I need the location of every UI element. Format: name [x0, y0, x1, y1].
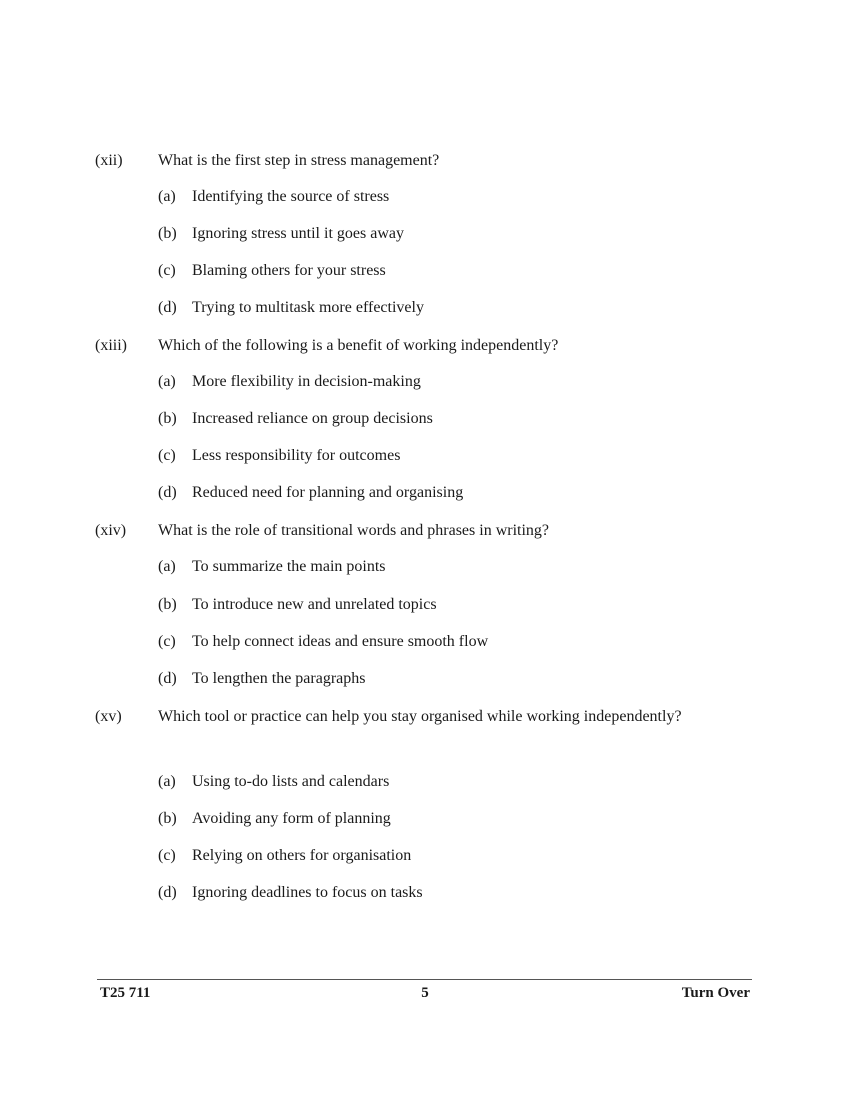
option-letter: (b) — [158, 410, 177, 427]
footer-divider — [97, 979, 752, 980]
question-text: Which of the following is a benefit of working independently? — [158, 337, 559, 354]
option-letter: (d) — [158, 299, 177, 316]
option-letter: (d) — [158, 884, 177, 901]
option-text: Blaming others for your stress — [192, 262, 386, 279]
option-text: To summarize the main points — [192, 558, 386, 575]
option-text: To introduce new and unrelated topics — [192, 596, 437, 613]
option-letter: (c) — [158, 633, 176, 650]
option-text: Relying on others for organisation — [192, 847, 412, 864]
option-text: Increased reliance on group decisions — [192, 410, 433, 427]
option-letter: (b) — [158, 225, 177, 242]
option-letter: (d) — [158, 670, 177, 687]
option-text: To help connect ideas and ensure smooth flow — [192, 633, 489, 650]
paper-code: T25 711 — [100, 985, 151, 1001]
option-text: More flexibility in decision-making — [192, 373, 421, 390]
option-text: Ignoring stress until it goes away — [192, 225, 404, 242]
option-text: Identifying the source of stress — [192, 188, 390, 205]
option-letter: (d) — [158, 484, 177, 501]
option-letter: (a) — [158, 773, 176, 790]
option-text: Trying to multitask more effectively — [192, 299, 424, 316]
question-text: What is the role of transitional words and phrases in writing? — [158, 522, 550, 539]
turn-over-label: Turn Over — [681, 985, 750, 1001]
question-text: Which tool or practice can help you stay organised while working independently? — [158, 708, 682, 725]
option-text: Less responsibility for outcomes — [192, 447, 401, 464]
option-text: Ignoring deadlines to focus on tasks — [192, 884, 423, 901]
option-letter: (b) — [158, 810, 177, 827]
question-number: (xv) — [95, 708, 122, 725]
option-letter: (a) — [158, 373, 176, 390]
option-text: Reduced need for planning and organising — [192, 484, 464, 501]
question-number: (xii) — [95, 152, 123, 169]
question-number: (xiii) — [95, 337, 127, 354]
option-letter: (c) — [158, 847, 176, 864]
option-letter: (c) — [158, 447, 176, 464]
option-letter: (a) — [158, 188, 176, 205]
option-text: To lengthen the paragraphs — [192, 670, 366, 687]
option-letter: (b) — [158, 596, 177, 613]
question-number: (xiv) — [95, 522, 127, 539]
option-text: Avoiding any form of planning — [192, 810, 391, 827]
question-text: What is the first step in stress management? — [158, 152, 440, 169]
option-letter: (c) — [158, 262, 176, 279]
page-number: 5 — [421, 985, 429, 1001]
option-letter: (a) — [158, 558, 176, 575]
option-text: Using to-do lists and calendars — [192, 773, 390, 790]
